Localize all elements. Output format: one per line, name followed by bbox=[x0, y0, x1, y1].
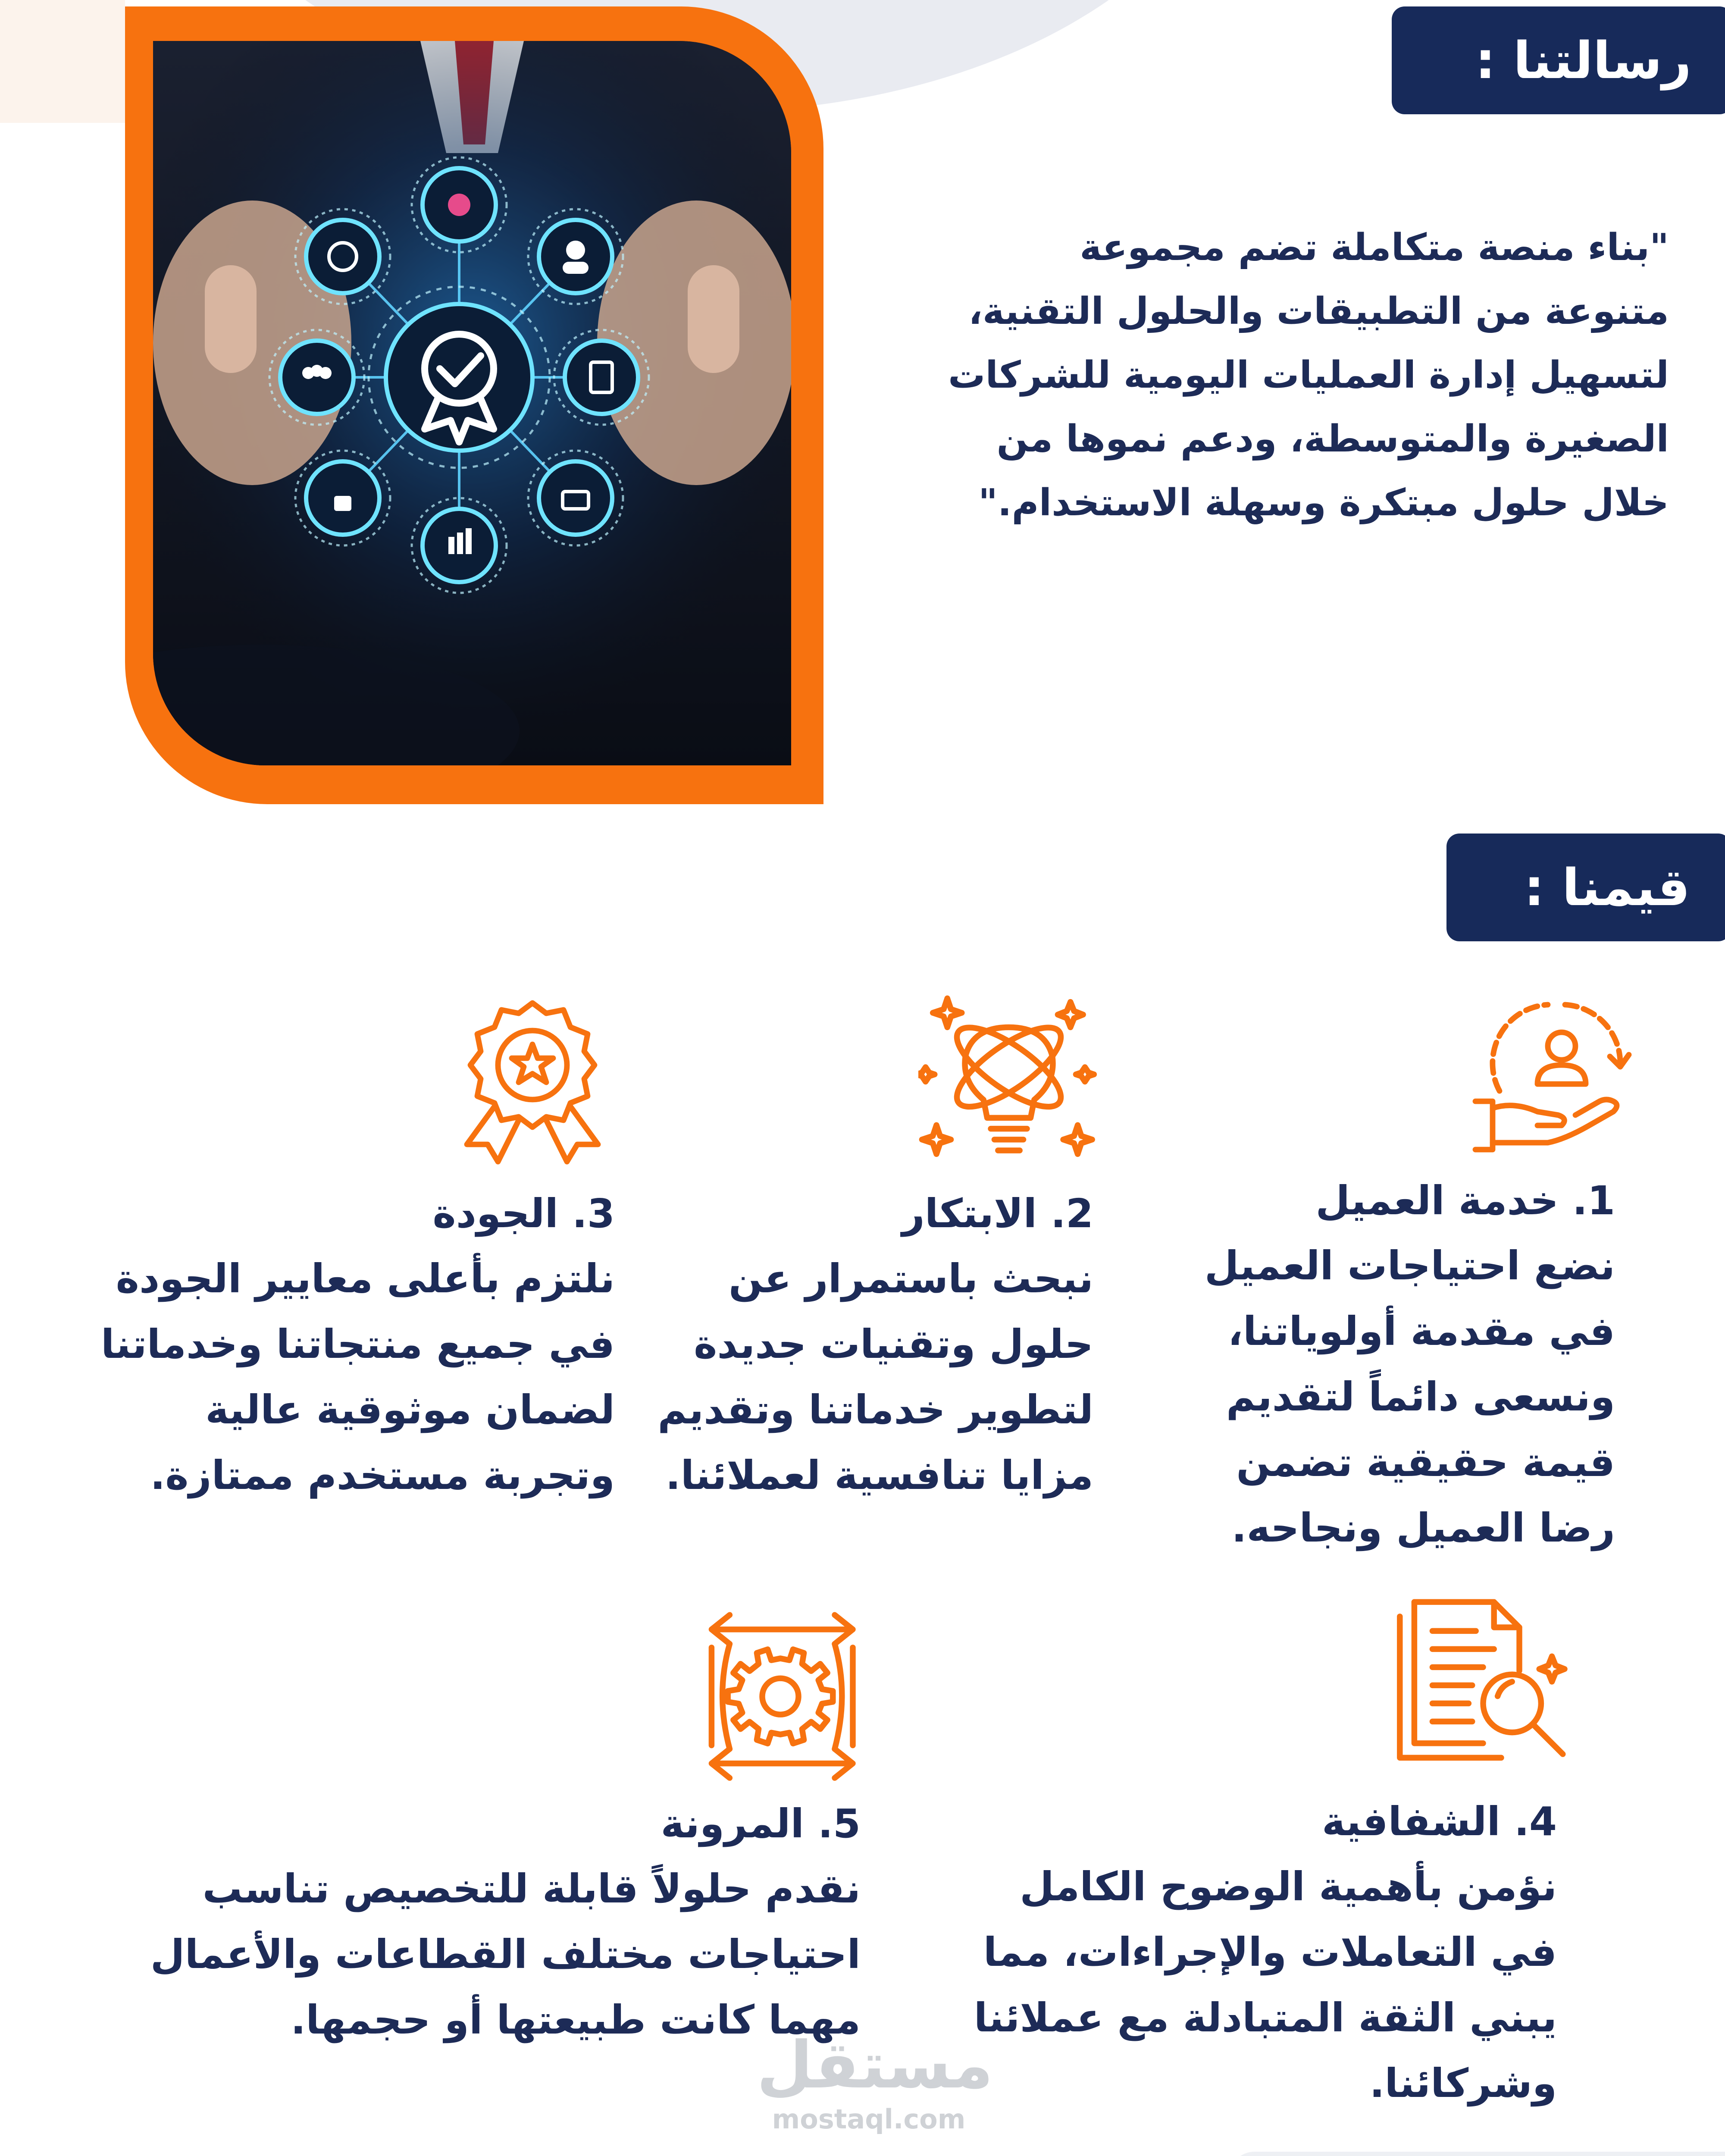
hero-photo bbox=[153, 41, 791, 765]
value-line: نضع احتياجات العميل bbox=[1204, 1243, 1615, 1289]
mission-heading bbox=[1392, 6, 1725, 114]
watermark-latin: mostaql.com bbox=[772, 2103, 966, 2135]
mission-line: الصغيرة والمتوسطة، ودعم نموها من bbox=[996, 417, 1669, 461]
value-line: نلتزم بأعلى معايير الجودة bbox=[116, 1256, 615, 1302]
value-line: رضا العميل ونجاحه. bbox=[1231, 1505, 1615, 1551]
value-item-transparency bbox=[974, 1789, 1557, 2116]
background-shape-bottom bbox=[1229, 2152, 1725, 2156]
quality-badge-icon bbox=[446, 996, 619, 1169]
flexibility-gear-icon bbox=[690, 1604, 871, 1785]
value-line: حلول وتقنيات جديدة bbox=[694, 1321, 1093, 1367]
value-line: لتطوير خدماتنا وتقديم bbox=[657, 1387, 1093, 1433]
watermark bbox=[757, 2028, 993, 2141]
mission-line: خلال حلول مبتكرة وسهلة الاستخدام." bbox=[978, 481, 1669, 524]
transparency-document-icon bbox=[1393, 1591, 1574, 1772]
value-line: وشركائنا. bbox=[1369, 2060, 1557, 2106]
value-line: نبحث باستمرار عن bbox=[728, 1256, 1093, 1302]
mission-line: متنوعة من التطبيقات والحلول التقنية، bbox=[968, 290, 1669, 333]
value-line: نؤمن بأهمية الوضوح الكامل bbox=[1020, 1864, 1557, 1910]
tech-network-illustration bbox=[153, 41, 791, 765]
customer-service-icon bbox=[1462, 987, 1634, 1160]
value-line: ونسعى دائماً لتقديم bbox=[1226, 1374, 1615, 1420]
value-item-innovation bbox=[657, 1181, 1093, 1508]
value-line: لضمان موثوقية عالية bbox=[205, 1387, 615, 1433]
value-line: احتياجات مختلف القطاعات والأعمال bbox=[150, 1931, 861, 1977]
mission-heading-text: رسالتنا : bbox=[1475, 31, 1691, 90]
values-heading-text: قيمنا : bbox=[1524, 858, 1690, 917]
value-line: نقدم حلولاً قابلة للتخصيص تناسب bbox=[202, 1866, 861, 1912]
innovation-bulb-icon bbox=[918, 987, 1099, 1169]
value-title: 1. خدمة العميل bbox=[1315, 1178, 1615, 1224]
value-title: 4. الشفافية bbox=[1321, 1799, 1557, 1845]
value-line: قيمة حقيقية تضمن bbox=[1236, 1439, 1615, 1485]
value-line: في جميع منتجاتنا وخدماتنا bbox=[100, 1321, 615, 1367]
value-title: 3. الجودة bbox=[432, 1191, 615, 1237]
value-title: 2. الابتكار bbox=[902, 1191, 1093, 1237]
value-item-flexibility bbox=[150, 1792, 861, 2053]
value-line: وتجربة مستخدم ممتازة. bbox=[150, 1452, 615, 1498]
mission-line: لتسهيل إدارة العمليات اليومية للشركات bbox=[948, 354, 1669, 397]
value-line: يبني الثقة المتبادلة مع عملائنا bbox=[974, 1995, 1557, 2041]
value-item-customer-service bbox=[1205, 1169, 1615, 1561]
value-line: في مقدمة أولوياتنا، bbox=[1227, 1308, 1615, 1354]
background-shape-peach bbox=[0, 0, 125, 123]
value-line: مزايا تنافسية لعملائنا. bbox=[665, 1452, 1093, 1498]
value-item-quality bbox=[101, 1181, 615, 1508]
watermark-arabic: مستقل bbox=[757, 2028, 993, 2103]
value-line: مهما كانت طبيعتها أو حجمها. bbox=[291, 1997, 861, 2043]
values-heading bbox=[1446, 834, 1725, 941]
mission-line: "بناء منصة متكاملة تضم مجموعة bbox=[1080, 226, 1669, 269]
mission-statement bbox=[948, 216, 1669, 535]
value-title: 5. المرونة bbox=[661, 1801, 861, 1847]
value-line: في التعاملات والإجراءات، مما bbox=[983, 1929, 1557, 1975]
